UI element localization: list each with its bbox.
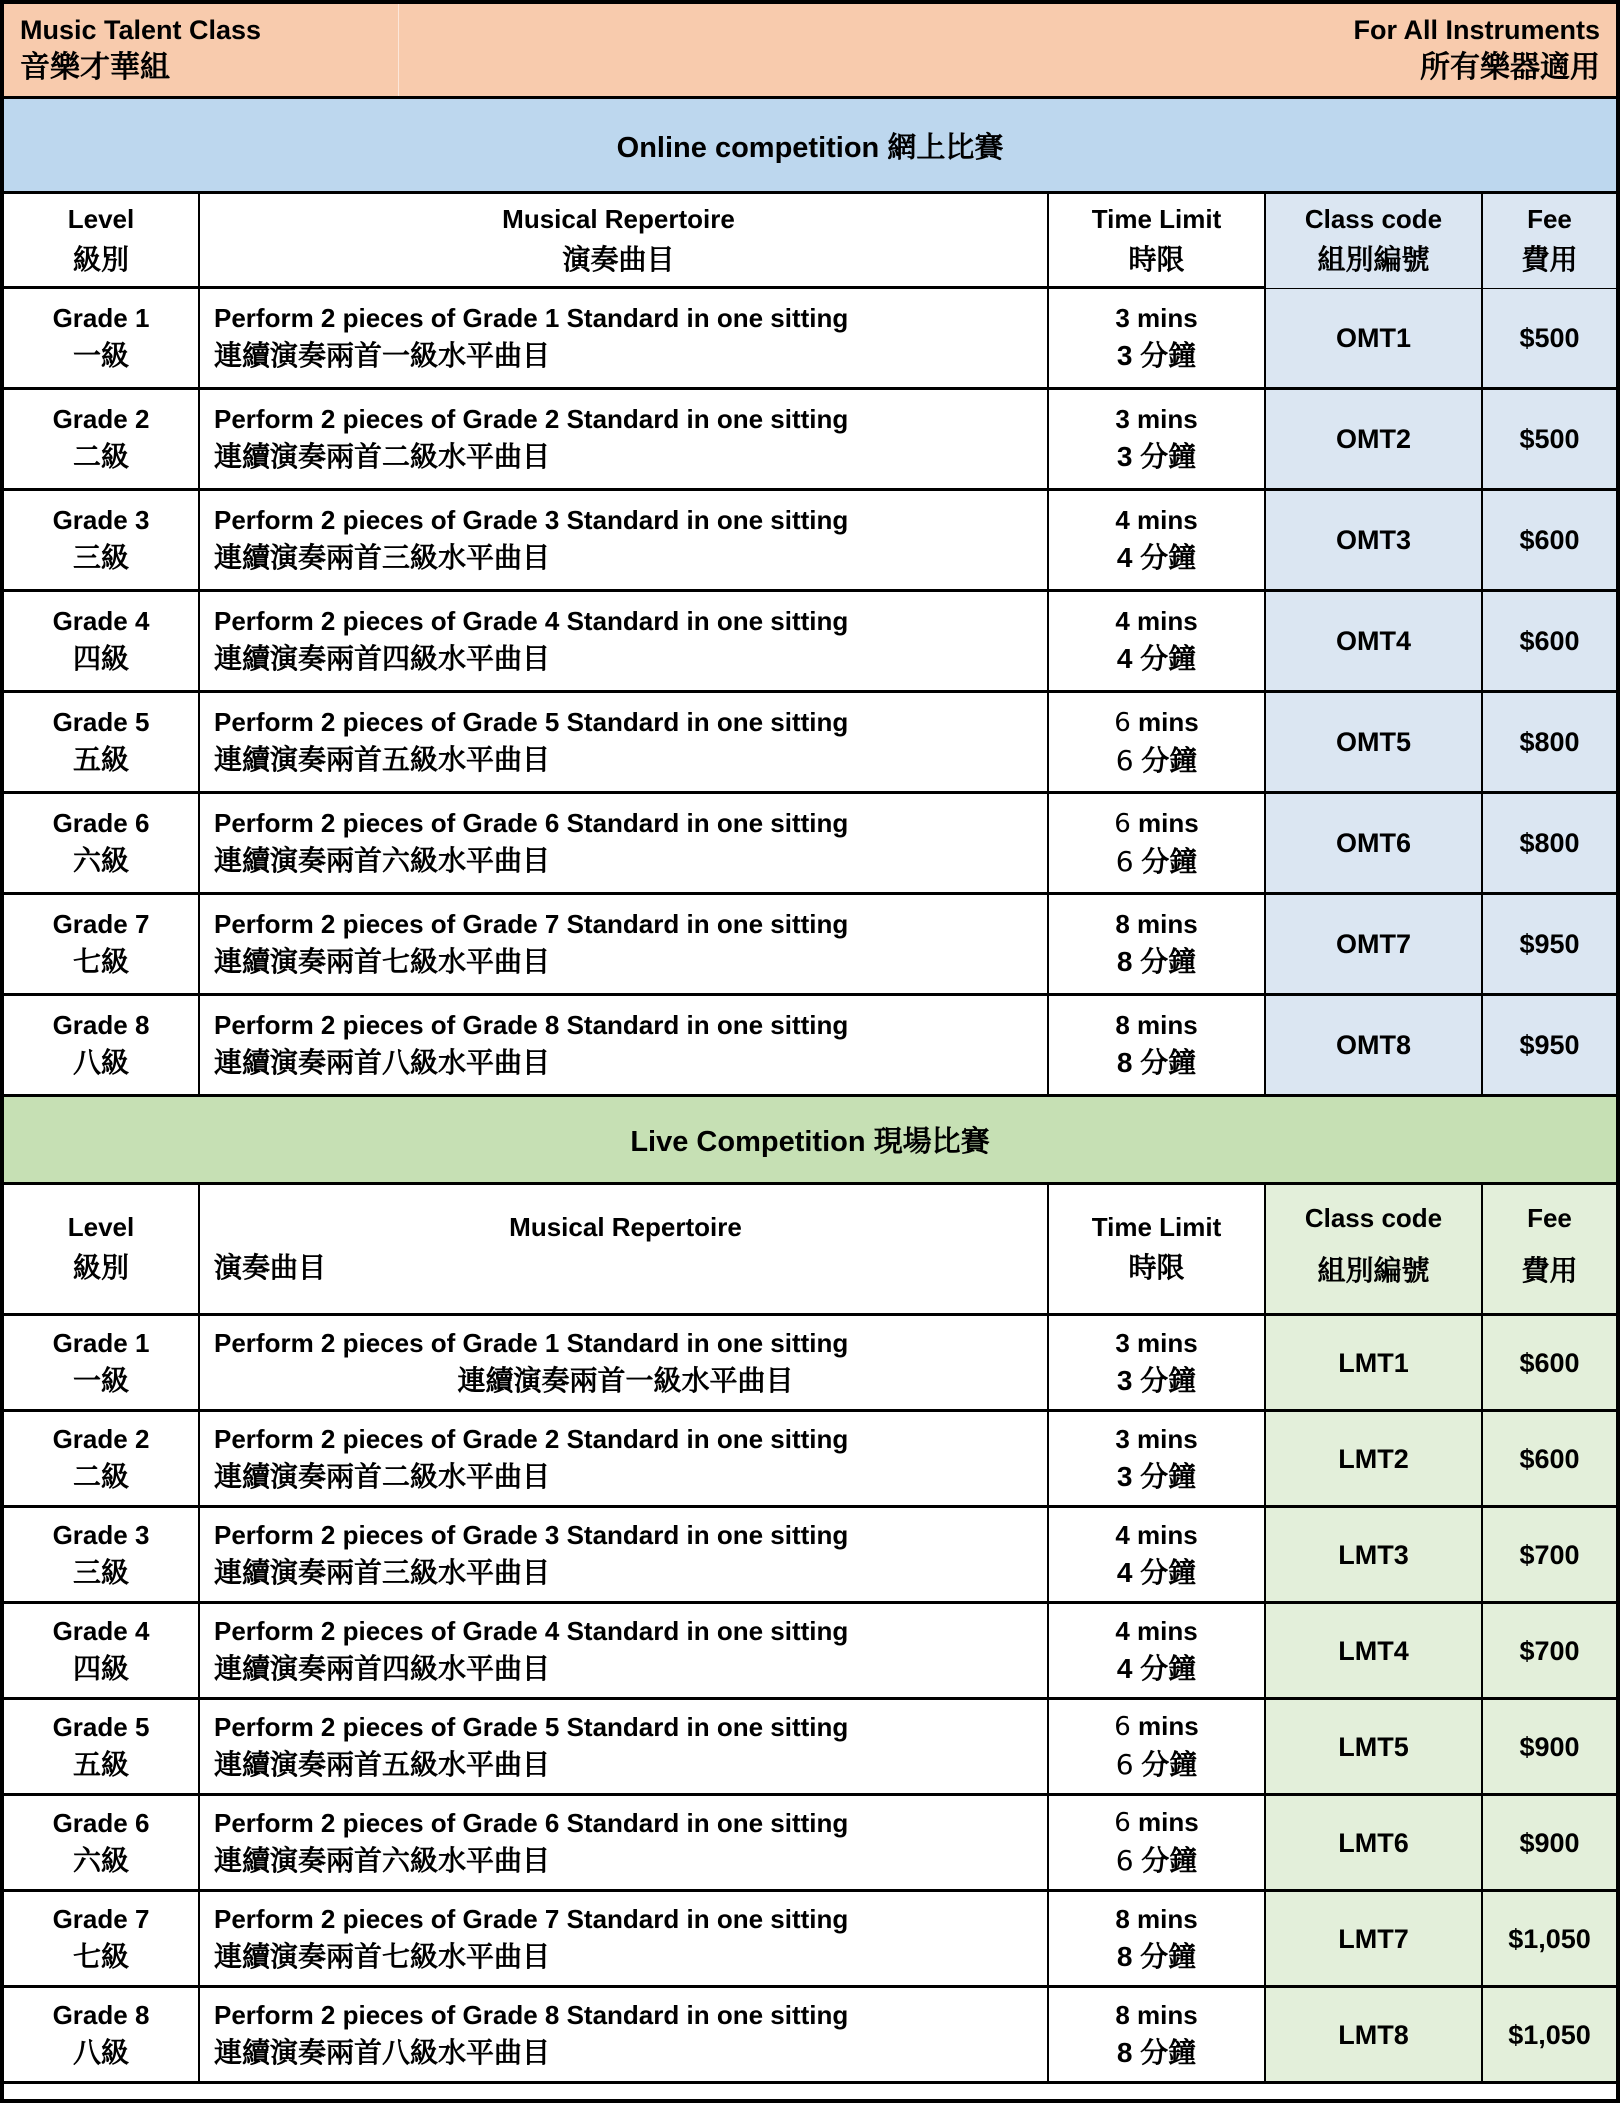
time-limit-cell (1049, 794, 1266, 892)
time-en: 3 mins (1115, 1327, 1198, 1358)
fee-cell (1483, 390, 1616, 488)
fee-value: $600 (1519, 1347, 1580, 1378)
time-limit-cell (1049, 1412, 1266, 1505)
time-en: 8 mins (1115, 1903, 1198, 1934)
time-limit-cell (1049, 693, 1266, 791)
level-cell (4, 390, 200, 488)
col-header-fee-zh: 費用 (1521, 244, 1578, 275)
online-competition-section (4, 99, 1616, 1097)
col-header-fee (1483, 1185, 1616, 1313)
repertoire-cell (200, 1892, 1049, 1985)
page-title (20, 12, 261, 88)
class-code-cell (1266, 693, 1483, 791)
class-code: LMT1 (1338, 1347, 1409, 1378)
repertoire-cell (200, 1988, 1049, 2081)
class-code: OMT2 (1335, 424, 1411, 454)
col-header-class-code (1266, 194, 1483, 288)
level-cell (4, 592, 200, 690)
table-row-grade8 (4, 1988, 1616, 2084)
table-row-grade3 (4, 1508, 1616, 1604)
time-en: 8 mins (1115, 909, 1198, 939)
repertoire-cell (200, 390, 1049, 488)
fee-cell (1483, 491, 1616, 589)
repertoire-en: Perform 2 pieces of Grade 8 Standard in one sitting (214, 1999, 849, 2030)
level-zh: 七級 (72, 1940, 129, 1972)
fee-value: $800 (1519, 727, 1580, 757)
class-code: LMT4 (1338, 1635, 1409, 1666)
time-en: 8 mins (1115, 1010, 1198, 1040)
repertoire-cell (200, 592, 1049, 690)
repertoire-en: Perform 2 pieces of Grade 7 Standard in one sitting (214, 1903, 849, 1934)
level-zh: 一級 (72, 1364, 129, 1396)
repertoire-cell (200, 491, 1049, 589)
col-header-fee-en: Fee (1527, 204, 1572, 234)
time-en: 6 mins (1114, 807, 1199, 839)
table-row-grade2 (4, 1412, 1616, 1508)
class-code: LMT5 (1338, 1731, 1409, 1762)
repertoire-zh: 連續演奏兩首六級水平曲目 (214, 845, 551, 876)
col-header-class-code (1266, 1185, 1483, 1313)
class-code: OMT1 (1335, 323, 1411, 353)
repertoire-cell (200, 1796, 1049, 1889)
fee-cell (1483, 1796, 1616, 1889)
repertoire-cell (200, 794, 1049, 892)
repertoire-en: Perform 2 pieces of Grade 8 Standard in one sitting (214, 1010, 849, 1040)
level-zh: 七級 (72, 946, 129, 977)
time-zh: 3 分鐘 (1116, 340, 1197, 371)
time-en: 3 mins (1115, 404, 1198, 434)
fee-cell (1483, 895, 1616, 993)
repertoire-en: Perform 2 pieces of Grade 5 Standard in one sitting (214, 1711, 849, 1742)
fee-cell (1483, 1604, 1616, 1697)
time-zh: 6 分鐘 (1115, 1748, 1198, 1781)
fee-value: $950 (1519, 1030, 1580, 1060)
level-zh: 八級 (72, 2036, 129, 2068)
fee-value: $950 (1519, 929, 1580, 959)
repertoire-cell (200, 1412, 1049, 1505)
col-header-time-en: Time Limit (1091, 204, 1222, 234)
repertoire-cell (200, 996, 1049, 1094)
repertoire-en: Perform 2 pieces of Grade 3 Standard in one sitting (214, 1519, 849, 1550)
col-header-class-code-zh: 組別編號 (1317, 1255, 1430, 1286)
repertoire-zh: 連續演奏兩首七級水平曲目 (214, 1940, 551, 1972)
class-code: LMT8 (1338, 2019, 1409, 2050)
time-zh: 3 分鐘 (1116, 441, 1197, 472)
class-code: LMT2 (1338, 1443, 1409, 1474)
time-en: 8 mins (1115, 1999, 1198, 2030)
time-en: 3 mins (1115, 303, 1198, 333)
live-table-header-row (4, 1185, 1616, 1316)
repertoire-zh: 連續演奏兩首六級水平曲目 (214, 1844, 551, 1876)
repertoire-cell (200, 1508, 1049, 1601)
table-row-grade5 (4, 1700, 1616, 1796)
level-cell (4, 1604, 200, 1697)
fee-value: $900 (1519, 1827, 1580, 1858)
class-code-cell (1266, 491, 1483, 589)
col-header-level-en: Level (67, 1212, 135, 1242)
fee-cell (1483, 996, 1616, 1094)
col-header-repertoire (200, 1185, 1049, 1313)
online-section-title: Online competition 網上比賽 (616, 131, 1004, 164)
repertoire-zh: 連續演奏兩首三級水平曲目 (214, 542, 551, 573)
level-zh: 四級 (72, 1652, 129, 1684)
level-cell (4, 693, 200, 791)
time-limit-cell (1049, 592, 1266, 690)
repertoire-zh: 連續演奏兩首四級水平曲目 (214, 643, 551, 674)
level-zh: 六級 (72, 1844, 129, 1876)
time-limit-cell (1049, 1892, 1266, 1985)
class-code-cell (1266, 1796, 1483, 1889)
level-en: Grade 4 (52, 1615, 150, 1646)
level-cell (4, 794, 200, 892)
repertoire-en: Perform 2 pieces of Grade 7 Standard in one sitting (214, 909, 849, 939)
class-code-cell (1266, 592, 1483, 690)
repertoire-en: Perform 2 pieces of Grade 1 Standard in one sitting (214, 1327, 849, 1358)
table-row-grade6 (4, 1796, 1616, 1892)
col-header-level-zh: 級別 (72, 1252, 129, 1283)
online-table-header-row (4, 194, 1616, 289)
level-zh: 二級 (72, 441, 129, 472)
repertoire-en: Perform 2 pieces of Grade 6 Standard in one sitting (214, 808, 849, 838)
col-header-class-code-en: Class code (1304, 1203, 1443, 1233)
level-en: Grade 1 (52, 1327, 150, 1358)
time-zh: 6 分鐘 (1115, 844, 1198, 878)
fee-value: $1,050 (1508, 1923, 1591, 1954)
fee-value: $600 (1519, 1443, 1580, 1474)
time-zh: 6 分鐘 (1115, 1844, 1198, 1877)
level-en: Grade 1 (52, 303, 150, 333)
repertoire-zh: 連續演奏兩首八級水平曲目 (214, 1047, 551, 1078)
repertoire-en: Perform 2 pieces of Grade 5 Standard in one sitting (214, 707, 849, 737)
col-header-repertoire-en: Musical Repertoire (502, 204, 735, 234)
time-zh: 8 分鐘 (1116, 946, 1197, 977)
level-en: Grade 2 (52, 404, 150, 434)
time-limit-cell (1049, 996, 1266, 1094)
time-zh: 8 分鐘 (1116, 2036, 1197, 2068)
class-code: LMT3 (1338, 1539, 1409, 1570)
level-zh: 二級 (72, 1460, 129, 1492)
repertoire-zh: 連續演奏兩首二級水平曲目 (214, 441, 551, 472)
online-section-band (4, 99, 1616, 194)
col-header-repertoire-zh: 演奏曲目 (562, 244, 675, 275)
time-zh: 6 分鐘 (1115, 743, 1198, 777)
col-header-time-zh: 時限 (1128, 1252, 1185, 1283)
level-cell (4, 1700, 200, 1793)
class-code-cell (1266, 1892, 1483, 1985)
fee-cell (1483, 693, 1616, 791)
level-cell (4, 1508, 200, 1601)
level-zh: 六級 (72, 845, 129, 876)
time-limit-cell (1049, 491, 1266, 589)
level-zh: 三級 (72, 1556, 129, 1588)
repertoire-en: Perform 2 pieces of Grade 2 Standard in one sitting (214, 1423, 849, 1454)
level-zh: 四級 (72, 643, 129, 674)
repertoire-zh: 連續演奏兩首一級水平曲目 (214, 340, 551, 371)
repertoire-zh: 連續演奏兩首八級水平曲目 (214, 2036, 551, 2068)
repertoire-zh: 連續演奏兩首三級水平曲目 (214, 1556, 551, 1588)
class-code-cell (1266, 1412, 1483, 1505)
repertoire-cell (200, 289, 1049, 387)
time-en: 6 mins (1114, 706, 1199, 738)
class-code-cell (1266, 794, 1483, 892)
col-header-repertoire-zh: 演奏曲目 (214, 1252, 327, 1283)
repertoire-en: Perform 2 pieces of Grade 4 Standard in one sitting (214, 606, 849, 636)
level-en: Grade 8 (52, 1010, 150, 1040)
table-row-grade6 (4, 794, 1616, 895)
level-zh: 五級 (72, 1748, 129, 1780)
col-header-time (1049, 1185, 1266, 1313)
class-code-cell (1266, 895, 1483, 993)
table-row-grade3 (4, 491, 1616, 592)
fee-cell (1483, 1700, 1616, 1793)
class-code: OMT4 (1335, 626, 1411, 656)
time-zh: 8 分鐘 (1116, 1940, 1197, 1972)
table-row-grade4 (4, 1604, 1616, 1700)
col-header-level-zh: 級別 (72, 244, 129, 275)
col-header-repertoire (200, 194, 1049, 288)
fee-value: $700 (1519, 1539, 1580, 1570)
level-en: Grade 3 (52, 505, 150, 535)
level-en: Grade 7 (52, 1903, 150, 1934)
repertoire-zh: 連續演奏兩首二級水平曲目 (214, 1460, 551, 1492)
level-en: Grade 5 (52, 1711, 150, 1742)
time-zh: 4 分鐘 (1116, 542, 1197, 573)
time-limit-cell (1049, 895, 1266, 993)
col-header-time-en: Time Limit (1091, 1212, 1222, 1242)
level-en: Grade 6 (52, 808, 150, 838)
time-en: 4 mins (1115, 1519, 1198, 1550)
col-header-fee-zh: 費用 (1521, 1255, 1578, 1286)
fee-value: $800 (1519, 828, 1580, 858)
col-header-class-code-zh: 組別編號 (1317, 244, 1430, 275)
repertoire-cell (200, 693, 1049, 791)
class-code-cell (1266, 1988, 1483, 2081)
page-title-en: Music Talent Class (20, 15, 262, 45)
live-section-title: Live Competition 現場比賽 (630, 1126, 990, 1158)
col-header-class-code-en: Class code (1304, 204, 1443, 234)
time-zh: 3 分鐘 (1116, 1460, 1197, 1492)
level-zh: 一級 (72, 340, 129, 371)
level-zh: 三級 (72, 542, 129, 573)
repertoire-zh: 連續演奏兩首七級水平曲目 (214, 946, 551, 977)
fee-value: $600 (1519, 626, 1580, 656)
time-limit-cell (1049, 1508, 1266, 1601)
table-row-grade7 (4, 895, 1616, 996)
class-code: OMT6 (1335, 828, 1411, 858)
col-header-time (1049, 194, 1266, 288)
repertoire-zh: 連續演奏兩首五級水平曲目 (214, 744, 551, 775)
table-row-grade1 (4, 1316, 1616, 1412)
time-limit-cell (1049, 1796, 1266, 1889)
time-en: 4 mins (1115, 606, 1198, 636)
level-cell (4, 996, 200, 1094)
class-code: OMT5 (1335, 727, 1411, 757)
page-subtitle-en: For All Instruments (1353, 15, 1600, 45)
level-en: Grade 7 (52, 909, 150, 939)
time-limit-cell (1049, 1988, 1266, 2081)
time-limit-cell (1049, 289, 1266, 387)
table-row-grade8 (4, 996, 1616, 1097)
fee-cell (1483, 1988, 1616, 2081)
time-limit-cell (1049, 390, 1266, 488)
time-limit-cell (1049, 1700, 1266, 1793)
col-header-level-en: Level (67, 204, 135, 234)
level-cell (4, 491, 200, 589)
level-en: Grade 6 (52, 1807, 150, 1838)
page-header (4, 4, 1616, 99)
time-en: 4 mins (1115, 505, 1198, 535)
repertoire-en: Perform 2 pieces of Grade 1 Standard in one sitting (214, 303, 849, 333)
repertoire-en: Perform 2 pieces of Grade 2 Standard in one sitting (214, 404, 849, 434)
level-en: Grade 5 (52, 707, 150, 737)
class-code: LMT6 (1338, 1827, 1409, 1858)
class-code-cell (1266, 1700, 1483, 1793)
live-competition-section (4, 1097, 1616, 2084)
class-code-cell (1266, 1508, 1483, 1601)
table-row-grade5 (4, 693, 1616, 794)
level-cell (4, 1316, 200, 1409)
level-en: Grade 3 (52, 1519, 150, 1550)
class-code-cell (1266, 390, 1483, 488)
time-zh: 4 分鐘 (1116, 643, 1197, 674)
fee-value: $600 (1519, 525, 1580, 555)
fee-cell (1483, 1412, 1616, 1505)
fee-cell (1483, 1316, 1616, 1409)
time-en: 4 mins (1115, 1615, 1198, 1646)
time-zh: 4 分鐘 (1116, 1556, 1197, 1588)
table-row-grade4 (4, 592, 1616, 693)
table-row-grade7 (4, 1892, 1616, 1988)
repertoire-zh: 連續演奏兩首五級水平曲目 (214, 1748, 551, 1780)
level-cell (4, 895, 200, 993)
page-subtitle (1353, 12, 1600, 88)
fee-cell (1483, 289, 1616, 387)
fee-value: $500 (1519, 424, 1580, 454)
time-zh: 4 分鐘 (1116, 1652, 1197, 1684)
class-code: OMT8 (1335, 1030, 1411, 1060)
level-cell (4, 1892, 200, 1985)
time-en: 6 mins (1114, 1807, 1199, 1838)
class-code-cell (1266, 289, 1483, 387)
time-en: 3 mins (1115, 1423, 1198, 1454)
fee-cell (1483, 592, 1616, 690)
repertoire-en: Perform 2 pieces of Grade 6 Standard in one sitting (214, 1807, 849, 1838)
repertoire-zh: 連續演奏兩首四級水平曲目 (214, 1652, 551, 1684)
class-code: OMT7 (1335, 929, 1411, 959)
live-section-band (4, 1097, 1616, 1185)
time-en: 6 mins (1114, 1711, 1199, 1742)
repertoire-cell (200, 1700, 1049, 1793)
fee-cell (1483, 1892, 1616, 1985)
col-header-fee (1483, 194, 1616, 288)
level-cell (4, 1412, 200, 1505)
class-code-cell (1266, 1604, 1483, 1697)
fee-value: $900 (1519, 1731, 1580, 1762)
page-subtitle-zh: 所有樂器適用 (1420, 51, 1600, 84)
fee-cell (1483, 1508, 1616, 1601)
col-header-level (4, 194, 200, 288)
repertoire-cell (200, 1316, 1049, 1409)
repertoire-zh: 連續演奏兩首一級水平曲目 (457, 1364, 794, 1396)
repertoire-en: Perform 2 pieces of Grade 3 Standard in one sitting (214, 505, 849, 535)
class-code: OMT3 (1335, 525, 1411, 555)
level-en: Grade 2 (52, 1423, 150, 1454)
level-zh: 五級 (72, 744, 129, 775)
repertoire-cell (200, 1604, 1049, 1697)
fee-value: $500 (1519, 323, 1580, 353)
repertoire-en: Perform 2 pieces of Grade 4 Standard in one sitting (214, 1615, 849, 1646)
class-code: LMT7 (1338, 1923, 1409, 1954)
col-header-fee-en: Fee (1527, 1203, 1572, 1233)
col-header-repertoire-en: Musical Repertoire (509, 1212, 742, 1242)
class-code-cell (1266, 996, 1483, 1094)
level-cell (4, 289, 200, 387)
level-en: Grade 4 (52, 606, 150, 636)
repertoire-cell (200, 895, 1049, 993)
table-row-grade2 (4, 390, 1616, 491)
table-row-grade1 (4, 289, 1616, 390)
fee-value: $1,050 (1508, 2019, 1591, 2050)
level-cell (4, 1796, 200, 1889)
time-zh: 3 分鐘 (1116, 1364, 1197, 1396)
class-code-cell (1266, 1316, 1483, 1409)
time-limit-cell (1049, 1604, 1266, 1697)
page-title-zh: 音樂才華組 (20, 51, 170, 84)
col-header-level (4, 1185, 200, 1313)
fee-cell (1483, 794, 1616, 892)
level-cell (4, 1988, 200, 2081)
level-en: Grade 8 (52, 1999, 150, 2030)
fee-value: $700 (1519, 1635, 1580, 1666)
time-zh: 8 分鐘 (1116, 1047, 1197, 1078)
time-limit-cell (1049, 1316, 1266, 1409)
level-zh: 八級 (72, 1047, 129, 1078)
col-header-time-zh: 時限 (1128, 244, 1185, 275)
